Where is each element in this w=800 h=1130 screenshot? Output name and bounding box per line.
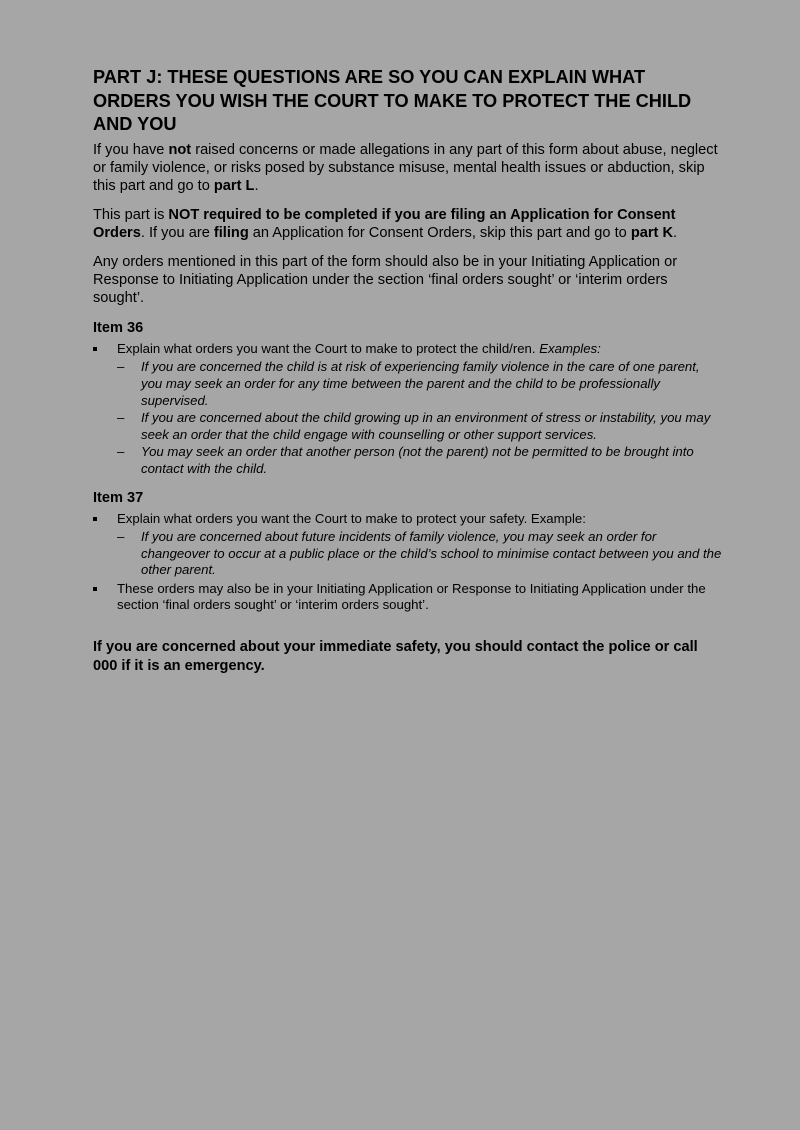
dash-icon: – — [117, 359, 125, 375]
example-text: You may seek an order that another person (not the parent) not be permitted to be brought into contact with the child. — [141, 444, 694, 476]
safety-notice: If you are concerned about your immediate safety, you should contact the police or call 000 if it is an emergency. — [93, 639, 698, 675]
example-text: If you are concerned about the child growing up in an environment of stress or instability, you may seek an order that the child engage with counselling or other support services. — [141, 410, 711, 442]
list-item — [93, 511, 722, 579]
emphasis-filing: filing — [213, 225, 249, 242]
example-item — [117, 410, 722, 443]
dash-icon: – — [117, 444, 125, 460]
item-37-instruction: Explain what orders you want the Court to make to protect your safety. Example: — [117, 510, 586, 526]
item-37-title: Item 37 — [93, 489, 144, 506]
text: This part is — [93, 206, 169, 223]
item-36-examples — [117, 359, 722, 477]
text: raised concerns or made allegations in any part of this form about abuse, neglect or family violence, or risks posed by substance misuse, mental health issues or abduction, skip this part and go to — [93, 141, 718, 195]
bullet-square-icon — [93, 517, 97, 521]
list-item — [93, 341, 722, 478]
item-37-examples — [117, 529, 722, 579]
text: . — [254, 178, 259, 195]
examples-label: Examples: — [539, 340, 601, 356]
item-36-list — [93, 341, 722, 478]
item-36-title: Item 36 — [93, 319, 144, 336]
text: . If you are — [140, 225, 214, 242]
bullet-square-icon — [93, 587, 97, 591]
part-k-reference: part K — [630, 225, 673, 242]
dash-icon: – — [117, 529, 125, 545]
example-item — [117, 529, 722, 579]
part-j-heading: PART J: THESE QUESTIONS ARE SO YOU CAN EXPLAIN WHAT ORDERS YOU WISH THE COURT TO MAKE TO PROTECT THE CHILD AND YOU — [93, 67, 692, 134]
text: If you have — [93, 141, 169, 158]
orders-mentioned-paragraph: Any orders mentioned in this part of the form should also be in your Initiating Application or Response to Initiating Application under the section ‘final orders sought’ or ‘interim orders sought’. — [93, 253, 678, 307]
example-item — [117, 359, 722, 409]
text: an Application for Consent Orders, skip this part and go to — [248, 225, 631, 242]
item-37-note: These orders may also be in your Initiating Application or Response to Initiating Application under the section ‘final orders sought’ or ‘interim orders sought’. — [117, 580, 706, 613]
example-text: If you are concerned the child is at risk of experiencing family violence in the care of one parent, you may seek an order for any time between the parent and the child to be professionally supervised. — [141, 359, 700, 408]
example-item — [117, 444, 722, 477]
example-text: If you are concerned about future incidents of family violence, you may seek an order for changeover to occur at a public place or the child’s school to minimise contact between you and the other parent. — [141, 529, 722, 578]
part-l-reference: part L — [213, 178, 255, 195]
emphasis-not: not — [168, 141, 192, 158]
list-item — [93, 581, 722, 614]
bullet-square-icon — [93, 347, 97, 351]
text: . — [673, 225, 678, 242]
intro-paragraph-skip — [93, 141, 722, 196]
consent-orders-paragraph — [93, 206, 722, 243]
dash-icon: – — [117, 410, 125, 426]
not-required-notice: NOT required to be completed if you are filing an Application for Consent Orders — [93, 206, 676, 242]
item-37-list — [93, 511, 722, 615]
item-36-instruction: Explain what orders you want the Court to make to protect the child/ren. — [117, 340, 540, 356]
